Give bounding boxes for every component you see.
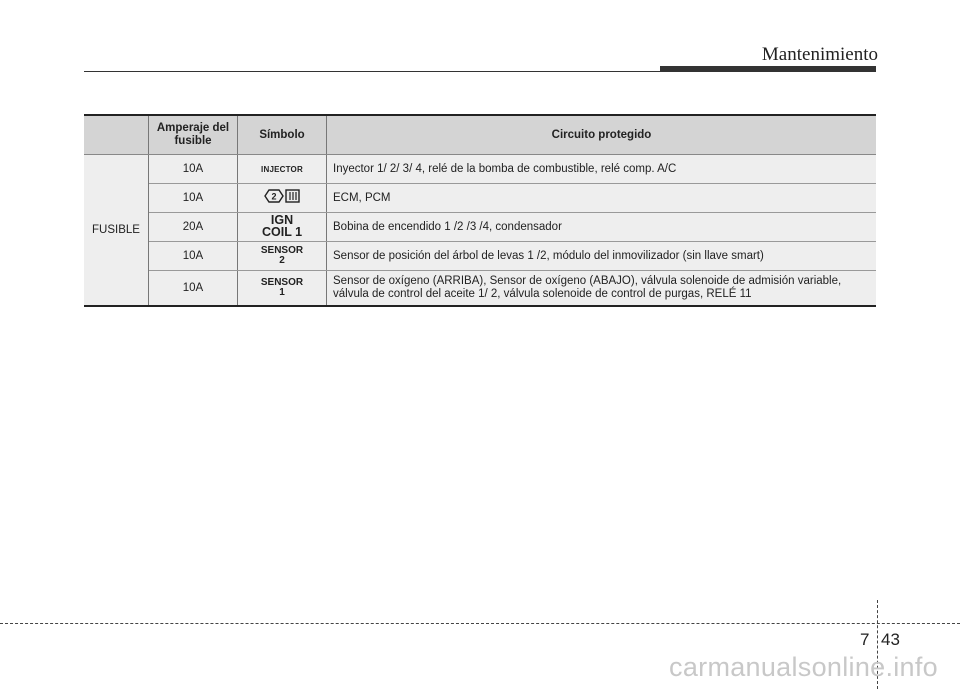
symbol-cell — [238, 213, 327, 242]
header-rule-accent — [660, 66, 876, 72]
circuit-line1: Sensor de oxígeno (ARRIBA), Sensor de oxígeno (ABAJO), válvula solenoide de admisión variable, — [333, 275, 842, 287]
header-amperage-line2: fusible — [174, 135, 212, 147]
table-header-row — [84, 115, 876, 155]
svg-text:2: 2 — [271, 191, 277, 202]
symbol-line2: 2 — [279, 254, 285, 266]
symbol-line1: IGN — [270, 213, 294, 227]
chapter-number: 7 — [860, 630, 870, 649]
ign-coil-text-icon — [262, 214, 302, 238]
header-amperage — [149, 115, 238, 155]
header-fuse — [84, 115, 149, 155]
watermark: carmanualsonline.info — [669, 652, 938, 682]
symbol-line1: SENSOR — [260, 276, 304, 288]
amperage-cell: 10A — [149, 155, 238, 184]
table-row — [84, 184, 876, 213]
symbol-cell — [238, 155, 327, 184]
fuse-table — [84, 114, 876, 307]
symbol-line1: SENSOR — [260, 244, 304, 256]
table-row — [84, 242, 876, 271]
circuit-cell: Sensor de posición del árbol de levas 1 /2, módulo del inmovilizador (sin llave smart) — [327, 242, 877, 271]
footer-rule — [0, 623, 960, 624]
symbol-line2: COIL 1 — [261, 225, 303, 239]
amperage-cell: 10A — [149, 184, 238, 213]
sensor-2-text-icon — [261, 246, 303, 266]
circuit-cell: ECM, PCM — [327, 184, 877, 213]
page-number: 43 — [881, 630, 900, 649]
symbol-cell — [238, 271, 327, 307]
header-amperage-line1: Amperaje del — [156, 122, 230, 134]
header-circuit: Circuito protegido — [327, 115, 877, 155]
sensor-1-text-icon — [261, 278, 303, 298]
symbol-cell — [238, 184, 327, 213]
table-row — [84, 213, 876, 242]
circuit-cell — [327, 271, 877, 307]
circuit-line2: válvula de control del aceite 1/ 2, válvula solenoide de control de purgas, RELÉ 11 — [333, 288, 752, 300]
circuit-cell: Bobina de encendido 1 /2 /3 /4, condensador — [327, 213, 877, 242]
symbol-cell — [238, 242, 327, 271]
table-row — [84, 155, 876, 184]
ecm-pcm-icon — [262, 188, 302, 204]
amperage-cell: 20A — [149, 213, 238, 242]
amperage-cell: 10A — [149, 271, 238, 307]
table-row — [84, 271, 876, 307]
fuse-group-label: FUSIBLE — [84, 155, 149, 307]
header-symbol: Símbolo — [238, 115, 327, 155]
circuit-cell: Inyector 1/ 2/ 3/ 4, relé de la bomba de combustible, relé comp. A/C — [327, 155, 877, 184]
injector-text-icon: INJECTOR — [261, 164, 303, 174]
symbol-line2: 1 — [279, 286, 285, 298]
amperage-cell: 10A — [149, 242, 238, 271]
page-header-title: Mantenimiento — [761, 44, 878, 65]
